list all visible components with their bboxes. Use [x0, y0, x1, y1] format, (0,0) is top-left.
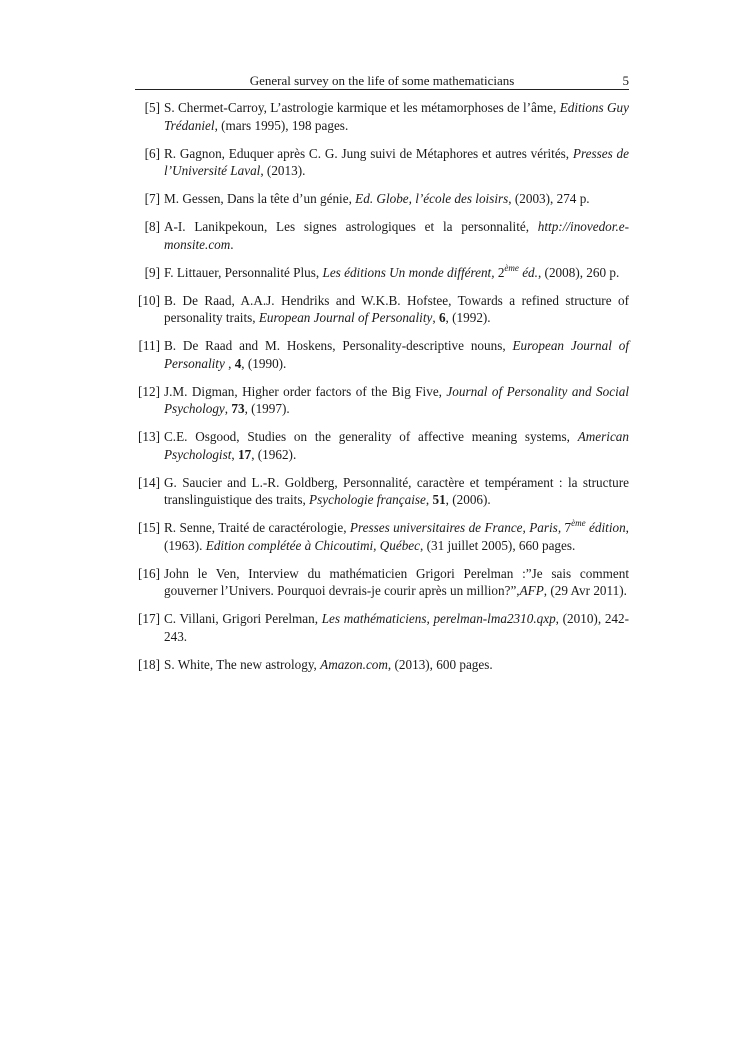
reference-text	[164, 566, 629, 599]
reference-italic-segment: European Journal of Personality	[258, 310, 433, 325]
reference-segment: A-I. Lanikpekoun, Les signes astrologiques et la personnalité,	[164, 219, 538, 234]
reference-text	[164, 146, 629, 179]
reference-item	[135, 337, 629, 372]
reference-segment: B. De Raad and M. Hoskens, Personality-descriptive nouns,	[164, 338, 513, 353]
reference-item	[135, 218, 629, 253]
reference-item	[135, 610, 629, 645]
reference-text	[164, 262, 620, 280]
reference-segment: , (mars 1995), 198 pages.	[214, 117, 349, 133]
reference-segment: , (2013).	[260, 163, 306, 178]
running-head	[135, 70, 629, 90]
reference-text	[164, 100, 629, 133]
reference-segment: ,	[425, 492, 433, 507]
reference-volume: 6	[438, 310, 446, 325]
reference-number: [14]	[138, 474, 160, 490]
reference-segment: 2	[497, 264, 505, 280]
reference-number: [15]	[138, 520, 160, 535]
reference-segment: , (1963).	[164, 520, 629, 553]
reference-text	[164, 475, 629, 508]
reference-superscript: ème	[571, 518, 586, 528]
reference-segment: .	[230, 236, 234, 252]
reference-segment: ,	[224, 401, 232, 416]
reference-number: [18]	[138, 656, 160, 672]
reference-number: [8]	[144, 219, 160, 234]
reference-segment: , (1992).	[445, 310, 491, 325]
reference-text	[164, 429, 629, 462]
reference-item	[135, 474, 629, 509]
reference-segment: , (1997).	[244, 401, 290, 416]
reference-text	[164, 219, 629, 252]
reference-text	[164, 520, 629, 553]
reference-item	[135, 145, 629, 180]
reference-segment: J.M. Digman, Higher order factors of the Big Five,	[164, 383, 447, 399]
reference-number: [9]	[144, 264, 160, 280]
reference-number: [11]	[138, 338, 160, 353]
reference-segment: John le Ven, Interview du mathématicien Grigori Perelman :”Je sais comment gouverner l’Univers. Pourquoi devrais-je courir après un million?”,	[164, 565, 629, 598]
reference-segment: G. Saucier and L.-R. Goldberg, Personnalité, caractère et tempérament : la structure translinguistique des traits,	[164, 474, 629, 507]
reference-segment: , (2006).	[445, 492, 491, 507]
reference-item	[135, 383, 629, 418]
reference-segment: M. Gessen, Dans la tête d’un génie,	[164, 191, 356, 206]
reference-italic-segment: Edition complétée à Chicoutimi, Québec	[205, 537, 421, 553]
reference-segment: R. Gagnon, Eduquer après C. G. Jung suivi de Métaphores et autres vérités,	[164, 145, 573, 161]
reference-list	[135, 99, 629, 684]
reference-item	[135, 99, 629, 134]
reference-italic-segment: Ed. Globe, l’école des loisirs	[355, 191, 509, 206]
reference-segment: ,	[231, 446, 238, 462]
reference-segment: C.E. Osgood, Studies on the generality of affective meaning systems,	[164, 429, 578, 444]
reference-volume: 4	[234, 355, 242, 371]
reference-italic-segment: Editions Guy Trédaniel	[164, 100, 630, 133]
reference-segment: , (1990).	[241, 355, 287, 371]
reference-segment: , (2013), 600 pages.	[387, 656, 493, 672]
reference-item	[135, 190, 629, 208]
reference-italic-segment: AFP	[519, 583, 544, 598]
reference-text	[164, 191, 590, 206]
reference-italic-segment: éd.	[518, 264, 538, 280]
reference-italic-segment: Journal of Personality and Social Psychology	[164, 383, 630, 416]
reference-italic-segment: Les éditions Un monde différent,	[322, 264, 498, 280]
reference-number: [12]	[138, 383, 160, 399]
reference-italic-segment: Les mathématiciens, perelman-lma2310.qxp	[321, 611, 556, 626]
reference-item	[135, 264, 629, 282]
reference-text	[164, 657, 493, 672]
reference-item	[135, 656, 629, 674]
reference-text	[164, 611, 629, 644]
reference-item	[135, 428, 629, 463]
reference-italic-segment: http://inovedor.e-monsite.com	[164, 219, 629, 252]
reference-segment: , (29 Avr 2011).	[543, 583, 627, 598]
reference-segment: F. Littauer, Personnalité Plus,	[164, 264, 323, 280]
reference-italic-segment: Amazon.com	[320, 656, 388, 672]
reference-segment: , (2008), 260 p.	[537, 264, 620, 280]
reference-number: [6]	[144, 145, 160, 161]
reference-item	[135, 519, 629, 554]
reference-segment: R. Senne, Traité de caractérologie,	[164, 520, 350, 535]
reference-text	[164, 384, 629, 417]
page-number: 5	[622, 73, 629, 88]
reference-segment: 7	[564, 520, 572, 535]
reference-italic-segment: édition	[585, 520, 626, 535]
reference-number: [13]	[138, 429, 160, 444]
reference-segment: , (31 juillet 2005), 660 pages.	[420, 537, 576, 553]
reference-italic-segment: Presses universitaires de France, Paris,	[349, 520, 565, 535]
reference-item	[135, 565, 629, 600]
reference-number: [7]	[144, 191, 160, 206]
reference-italic-segment: Psychologie française	[309, 492, 426, 507]
reference-segment: C. Villani, Grigori Perelman,	[164, 611, 322, 626]
reference-volume: 51	[432, 492, 446, 507]
reference-italic-segment: American Psychologist	[164, 429, 629, 462]
reference-segment: ,	[224, 355, 235, 371]
reference-item	[135, 292, 629, 327]
reference-italic-segment: Presses de l’Université Laval	[164, 145, 629, 178]
running-head-title: General survey on the life of some mathematicians	[249, 73, 515, 88]
reference-segment: S. Chermet-Carroy, L’astrologie karmique et les métamorphoses de l’âme,	[164, 100, 560, 115]
reference-segment: S. White, The new astrology,	[164, 656, 321, 672]
reference-superscript: ème	[504, 262, 519, 273]
reference-number: [17]	[138, 611, 160, 626]
reference-text	[164, 338, 629, 371]
reference-volume: 17	[238, 446, 252, 462]
reference-segment: B. De Raad, A.A.J. Hendriks and W.K.B. Hofstee, Towards a refined structure of personality traits,	[164, 292, 629, 325]
reference-segment: , (2003), 274 p.	[508, 191, 590, 206]
reference-number: [10]	[138, 292, 160, 308]
reference-segment: , (2010), 242-243.	[164, 611, 629, 644]
reference-segment: ,	[432, 310, 439, 325]
reference-volume: 73	[231, 401, 245, 416]
reference-italic-segment: European Journal of Personality	[164, 338, 629, 371]
reference-number: [5]	[144, 100, 160, 115]
reference-segment: , (1962).	[251, 446, 297, 462]
reference-number: [16]	[138, 565, 160, 581]
reference-text	[164, 293, 629, 326]
